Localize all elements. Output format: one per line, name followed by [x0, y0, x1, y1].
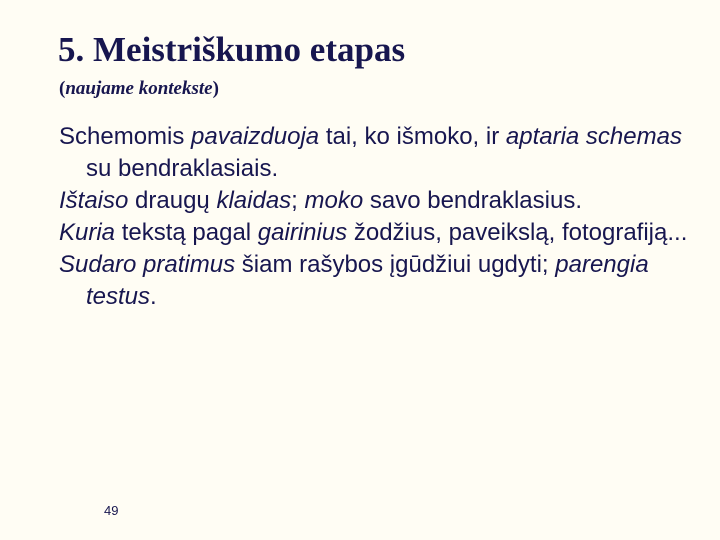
segment: moko: [304, 187, 364, 214]
subtitle-close-paren: ): [212, 78, 219, 99]
page-number: 49: [104, 503, 119, 518]
segment: Sudaro pratimus: [59, 251, 236, 278]
segment: Schemomis: [59, 123, 192, 150]
segment: klaidas: [216, 187, 292, 214]
slide-title: 5. Meistriškumo etapas: [58, 30, 406, 69]
segment: .: [150, 283, 157, 310]
paragraph-1: [59, 121, 699, 185]
segment: šiam rašybos įgūdžiui ugdyti;: [235, 251, 556, 278]
segment: tai, ko išmoko, ir: [319, 123, 506, 150]
segment: Ištaiso: [59, 187, 129, 214]
segment: draugų: [128, 187, 217, 214]
paragraph-2: [59, 185, 699, 217]
segment: su bendraklasiais.: [86, 155, 279, 182]
subtitle-open-paren: (: [59, 78, 66, 99]
segment: žodžius, paveikslą, fotografiją...: [347, 219, 688, 246]
paragraph-4: [59, 249, 699, 313]
slide-body: [59, 121, 699, 313]
paragraph-3: [59, 217, 699, 249]
subtitle-text: naujame kontekste: [65, 78, 213, 99]
segment: aptaria schemas: [505, 123, 682, 150]
slide-subtitle: [59, 77, 219, 101]
segment: pavaizduoja: [191, 123, 320, 150]
segment: gairinius: [257, 219, 348, 246]
segment: tekstą pagal: [115, 219, 258, 246]
segment: ;: [291, 187, 305, 214]
segment: Kuria: [59, 219, 116, 246]
segment: parengia testus: [86, 251, 649, 310]
segment: savo bendraklasius.: [363, 187, 582, 214]
